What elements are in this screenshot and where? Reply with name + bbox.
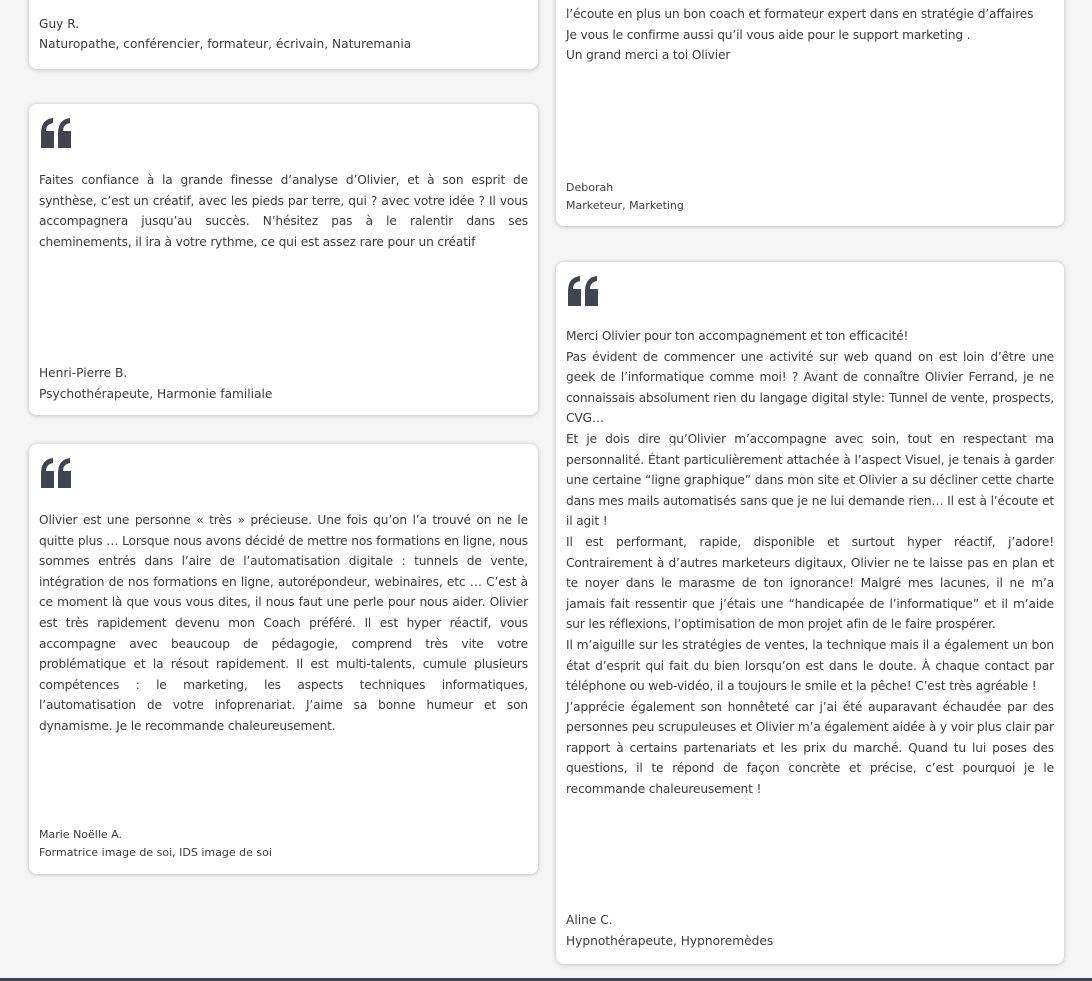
testimonial-card-deborah bbox=[556, 0, 1064, 226]
testimonial-author-role: Naturopathe, conférencier, formateur, écrivain, Naturemania bbox=[39, 37, 412, 51]
testimonial-author-role: Psychothérapeute, Harmonie familiale bbox=[39, 387, 273, 401]
testimonial-paragraph: Je vous le confirme aussi qu’il vous aide pour le support marketing . bbox=[566, 27, 971, 42]
testimonial-text bbox=[39, 510, 528, 737]
testimonial-text bbox=[566, 326, 1054, 800]
testimonial-author-role: Formatrice image de soi, IDS image de soi bbox=[39, 846, 272, 859]
testimonial-author-name: Guy R. bbox=[39, 17, 80, 31]
testimonial-paragraph: Pas évident de commencer une activité sur web quand on est loin d’être une geek de l’informatique comme moi! ? Avant de connaître Olivier Ferrand, je ne connaissais absolument rien du langage digital style: Tunnel de vente, prospects, CVG… bbox=[566, 349, 1054, 426]
testimonial-text bbox=[566, 4, 1054, 66]
testimonial-author-role: Marketeur, Marketing bbox=[566, 199, 684, 212]
testimonial-paragraph: Un grand merci a toi Olivier bbox=[566, 48, 731, 63]
quote-icon bbox=[39, 458, 73, 488]
testimonial-author-name: Aline C. bbox=[566, 913, 613, 927]
testimonial-paragraph: Et je dois dire qu’Olivier m’accompagne avec soin, tout en respectant ma personnalité. Étant particulièrement attachée à l’aspect Visuel, je tenais à garder une certaine “ligne graphique” dans mon site et Olivier a su décliner cette charte dans mes mails automatisés sans que je ne lui demande rien… Il est à l’écoute et il agit ! bbox=[566, 431, 1054, 529]
testimonial-author-name: Deborah bbox=[566, 181, 614, 194]
testimonial-paragraph: Merci Olivier pour ton accompagnement et ton efficacité! bbox=[566, 329, 909, 343]
testimonial-paragraph: l’écoute en plus un bon coach et formateur expert dans en stratégie d’affaires bbox=[566, 7, 1034, 21]
testimonial-card-guy bbox=[29, 0, 538, 69]
testimonial-paragraph: Il m’aiguille sur les stratégies de ventes, la technique mais il a également un bon état d’esprit qui fait du bien lorsqu’on est dans le doute. À chaque contact par téléphone ou web-vidéo, il a toujours le smile et la pêche! C’est très agréable ! bbox=[566, 637, 1054, 694]
testimonial-paragraph: J’apprécie également son honnêteté car j’ai été auparavant échaudée par des personnes peu scrupuleuses et Olivier m’a également aidée à y voir plus clair par rapport à certains partenariats et les prix du marché. Quand tu lui poses des questions, il te répond de façon concrète et précise, c’est pourquoi je le recommande chaleureusement ! bbox=[566, 699, 1054, 797]
testimonial-paragraph: Olivier est une personne « très » précieuse. Une fois qu’on l’a trouvé on ne le quitte plus … Lorsque nous avons décidé de mettre nos formations en ligne, nous sommes entrés dans l’aire de l’automatisation digitale : tunnels de vente, intégration de nos formations en ligne, autorépondeur, webinaires, etc … C’est à ce moment là que vous vous dites, il nous faut une perle pour nous aider. Olivier est très rapidement devenu mon Coach préféré. Il est hyper réactif, vous accompagne avec beaucoup de pédagogie, comprend très vite votre problématique et la résout rapidement. Il est multi-talents, cumule plusieurs compétences : le marketing, les aspects techniques informatiques, l’automatisation de votre infoprenariat. J’aime sa bonne humeur et son dynamisme. Je le recommande chaleureusement. bbox=[39, 513, 528, 733]
testimonial-card-aline bbox=[556, 262, 1064, 964]
testimonial-text bbox=[39, 170, 528, 252]
testimonial-author-name: Henri-Pierre B. bbox=[39, 366, 128, 380]
testimonial-paragraph: Faites confiance à la grande finesse d’analyse d’Olivier, et à son esprit de synthèse, c’est un créatif, avec les pieds par terre, qui ? avec votre idée ? Il vous accompagnera jusqu’au succès. N’hésitez pas à le ralentir dans ses cheminements, il ira à votre rythme, ce qui est assez rare pour un créatif bbox=[39, 173, 528, 249]
testimonial-card-henri-pierre bbox=[29, 104, 538, 415]
testimonial-paragraph: Il est performant, rapide, disponible et surtout hyper réactif, j’adore! Contrairement à d’autres marketeurs digitaux, Olivier ne te laisse pas en plan et te noyer dans le marasme de ton ignorance! Malgré mes lacunes, il ne m’a jamais fait ressentir que j’étais une “handicapée de l’informatique” et il m’aide sur les réflexions, l’optimisation de mon projet afin de le faire prospérer. bbox=[566, 534, 1054, 632]
quote-icon bbox=[566, 276, 600, 306]
testimonial-author-role: Hypnothérapeute, Hypnoremèdes bbox=[566, 934, 774, 948]
testimonial-author-name: Marie Noëlle A. bbox=[39, 828, 123, 841]
quote-icon bbox=[39, 118, 73, 148]
testimonial-card-marie-noelle bbox=[29, 444, 538, 874]
